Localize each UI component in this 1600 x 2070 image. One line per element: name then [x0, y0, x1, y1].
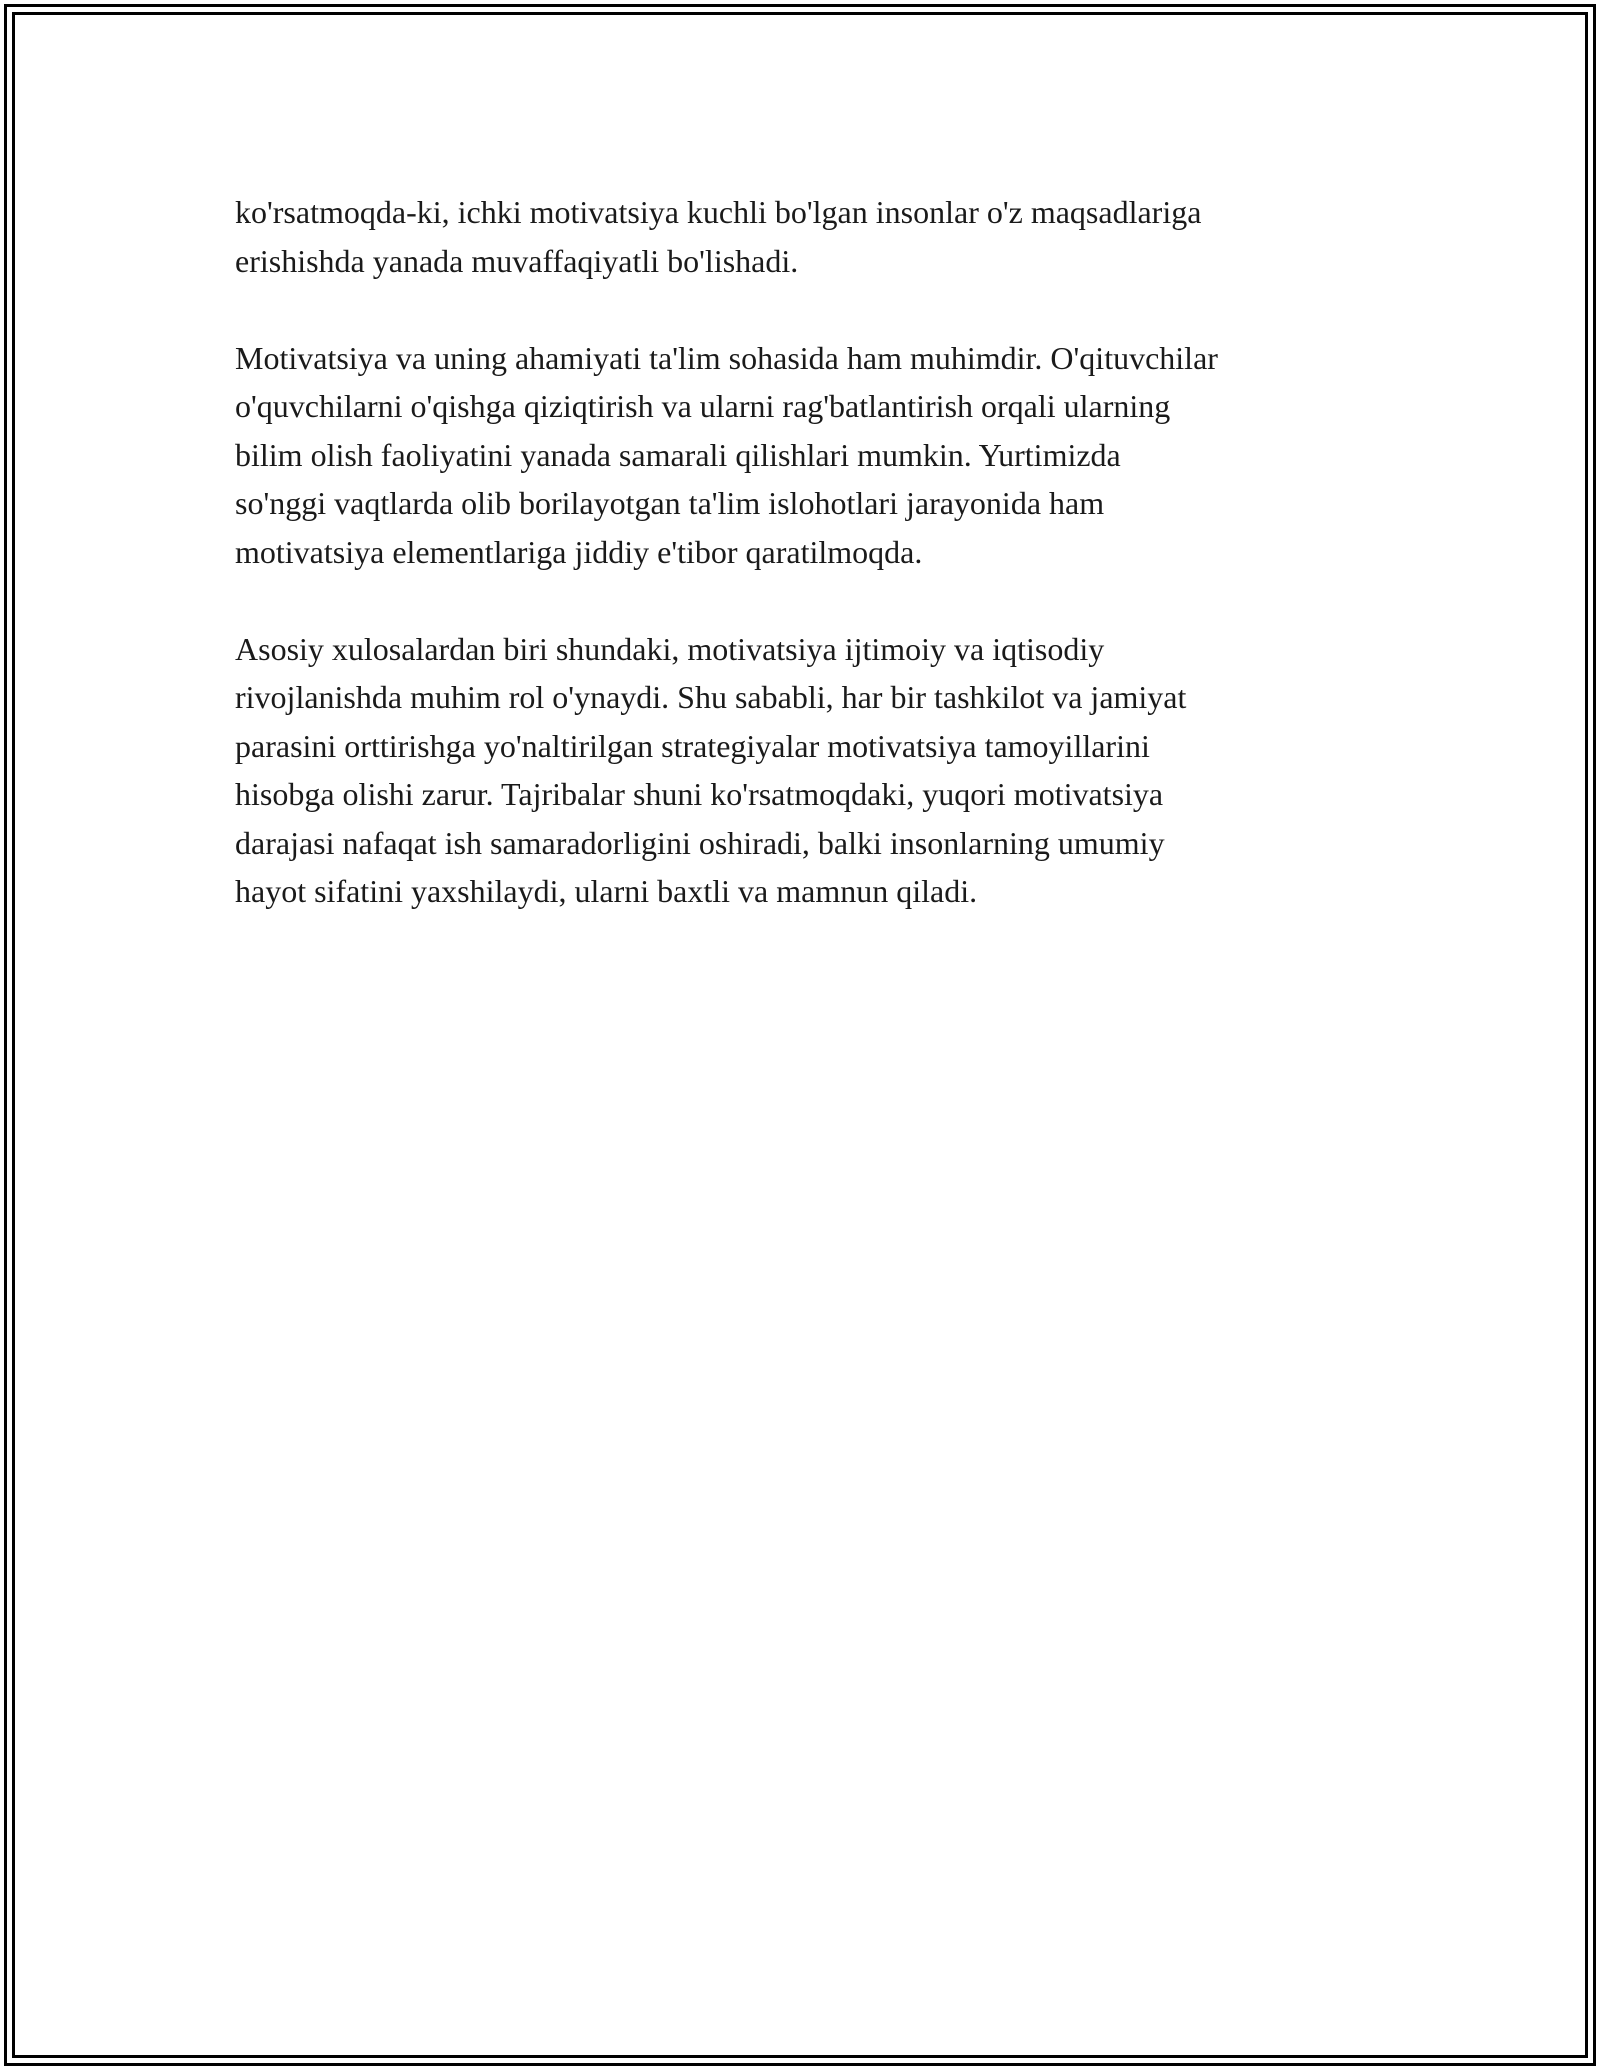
paragraph-line: so'nggi vaqtlarda olib borilayotgan ta'lim islohotlari jarayonida ham [235, 485, 1105, 521]
document-body [235, 188, 1370, 964]
paragraph-line: darajasi nafaqat ish samaradorligini oshiradi, balki insonlarning umumiy [235, 824, 1165, 861]
paragraph-3 [235, 625, 1370, 916]
paragraph-line: rivojlanishda muhim rol o'ynaydi. Shu sababli, har bir tashkilot va jamiyat [235, 679, 1187, 715]
paragraph-line: motivatsiya elementlariga jiddiy e'tibor qaratilmoqda. [235, 533, 923, 570]
paragraph-line: bilim olish faoliyatini yanada samarali qilishlari mumkin. Yurtimizda [235, 436, 1121, 473]
paragraph-2 [235, 334, 1370, 577]
paragraph-line: hisobga olishi zarur. Tajribalar shuni ko'rsatmoqdaki, yuqori motivatsiya [235, 776, 1164, 812]
paragraph-line: Asosiy xulosalardan biri shundaki, motivatsiya ijtimoiy va iqtisodiy [235, 630, 1105, 667]
paragraph-line: hayot sifatini yaxshilaydi, ularni baxtli va mamnun qiladi. [235, 873, 978, 909]
paragraph-line: o'quvchilarni o'qishga qiziqtirish va ularni rag'batlantirish orqali ularning [235, 388, 1171, 424]
paragraph-line: parasini orttirishga yo'naltirilgan strategiyalar motivatsiya tamoyillarini [235, 727, 1150, 764]
paragraph-line: ko'rsatmoqda-ki, ichki motivatsiya kuchli bo'lgan insonlar o'z maqsadlariga [235, 194, 1202, 230]
paragraph-line: Motivatsiya va uning ahamiyati ta'lim sohasida ham muhimdir. O'qituvchilar [235, 339, 1218, 376]
paragraph-line: erishishda yanada muvaffaqiyatli bo'lishadi. [235, 242, 799, 279]
paragraph-1 [235, 188, 1370, 285]
